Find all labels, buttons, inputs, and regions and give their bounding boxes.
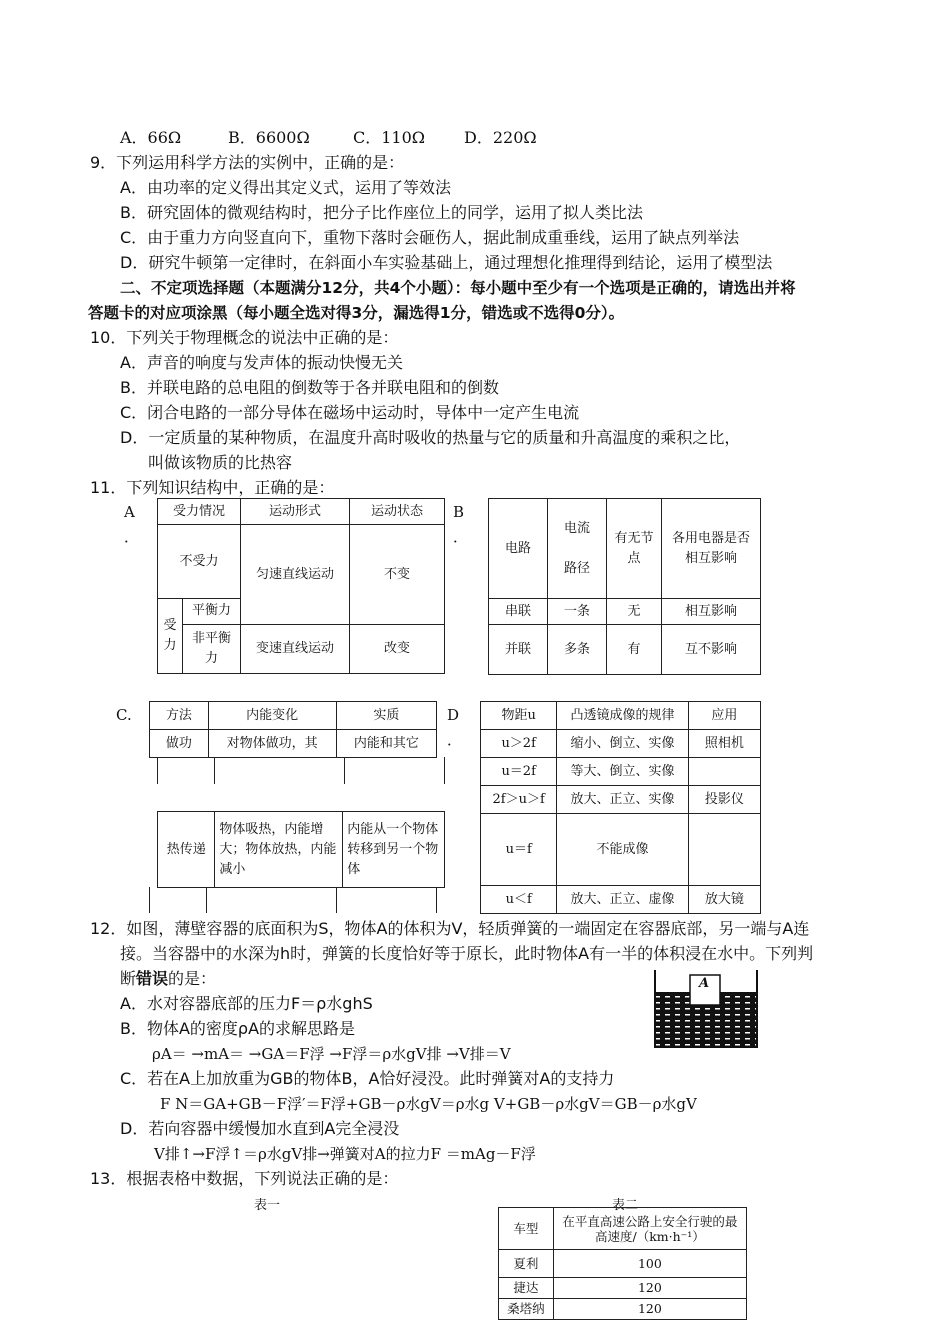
q12-line3-emphasis: 错误 (136, 969, 169, 988)
table-b-r1c1: 串联 (489, 599, 548, 625)
table-b-r1c3: 无 (607, 599, 662, 625)
table-a-r2a: 受力 (158, 598, 183, 673)
table2-cell: 120 (553, 1278, 746, 1299)
table-a-r1c2: 匀速直线运动 (241, 525, 350, 625)
q12-option-b: B．物体A的密度ρA的求解思路是 (120, 1019, 356, 1038)
q8-option-c: C．110Ω (353, 128, 426, 147)
q10-option-d: D．一定质量的某种物质，在温度升高时吸收的热量与它的质量和升高温度的乘积之比， (120, 428, 741, 447)
q12-option-a: A．水对容器底部的压力F＝ρ水ghS (120, 994, 373, 1013)
table2-cell: 桑塔纳 (499, 1299, 554, 1320)
section2-line2: 答题卡的对应项涂黑（每小题全选对得3分，漏选得1分，错选或不选得0分）。 (88, 304, 625, 322)
q13-stem: 13．根据表格中数据，下列说法正确的是： (90, 1169, 399, 1188)
table-b-h1: 电路 (489, 499, 548, 599)
table-c-stub (214, 757, 215, 784)
table-c-r2c1: 热传递 (158, 812, 215, 888)
q8-option-d: D．220Ω (464, 128, 537, 147)
table-a-r2b: 平衡力 (183, 598, 241, 624)
table-d-h1: 物距u (481, 702, 557, 730)
q10-option-d-cont: 叫做该物质的比热容 (148, 453, 293, 472)
table-c-r1c3: 内能和其它 (336, 730, 436, 758)
q11-label-d: D (447, 706, 460, 724)
q12-figure-container (654, 970, 758, 1048)
table-c-h2: 内能变化 (208, 702, 336, 730)
table-c-stub (157, 757, 158, 784)
table2-h2: 在平直高速公路上安全行驶的最高速度/（km·h⁻¹） (553, 1208, 746, 1250)
table-b-h3: 有无节点 (607, 499, 662, 599)
q12-line2: 接。当容器中的水深为h时，弹簧的长度恰好等于原长，此时物体A有一半的体积浸在水中。下列判 (120, 944, 814, 963)
table-d-cell: 照相机 (688, 730, 760, 758)
q11-label-b-dot: ． (453, 528, 469, 546)
q12-line3a: 断 (120, 969, 137, 988)
q11-label-d-dot: ． (447, 731, 463, 749)
q8-option-b: B．6600Ω (228, 128, 310, 147)
table2-h1: 车型 (499, 1208, 554, 1250)
q11-table-c-top (149, 701, 437, 758)
table-b-h2b: 路径 (563, 560, 590, 576)
q10-option-c: C．闭合电路的一部分导体在磁场中运动时，导体中一定产生电流 (120, 403, 580, 422)
q11-table-c-bottom (157, 811, 445, 888)
table-b-h2 (548, 499, 607, 599)
q11-stem: 11．下列知识结构中，正确的是： (90, 478, 335, 497)
q11-label-c: C. (116, 706, 132, 724)
table-b-r2c2: 多条 (548, 625, 607, 675)
table-a-r1c1: 不受力 (158, 525, 241, 598)
table-b-r2c1: 并联 (489, 625, 548, 675)
q11-table-b (488, 498, 761, 675)
table-d-cell: u＜f (481, 886, 557, 914)
table-d-cell (688, 814, 760, 886)
table-d-cell: 投影仪 (688, 786, 760, 814)
q9-option-d: D．研究牛顿第一定律时，在斜面小车实验基础上，通过理想化推理得到结论，运用了模型法 (120, 253, 773, 272)
table-d-cell: u＝f (481, 814, 557, 886)
table-d-cell: 放大镜 (688, 886, 760, 914)
table-d-cell: 缩小、倒立、实像 (557, 730, 688, 758)
table-d-h2: 凸透镜成像的规律 (557, 702, 688, 730)
table-c-r2c2: 物体吸热，内能增大；物体放热，内能减小 (215, 812, 343, 888)
q10-stem: 10．下列关于物理概念的说法中正确的是： (90, 328, 399, 347)
q11-table-a (157, 498, 445, 674)
q12-line1: 12．如图，薄壁容器的底面积为S，物体A的体积为V，轻质弹簧的一端固定在容器底部，另一端与A连 (90, 919, 810, 938)
table-a-r3c2: 变速直线运动 (241, 625, 350, 674)
q13-table1-caption: 表一 (254, 1198, 281, 1213)
table-d-cell: 放大、正立、实像 (557, 786, 688, 814)
table-a-h3: 运动状态 (350, 499, 445, 525)
table-b-r2c3: 有 (607, 625, 662, 675)
q9-option-c: C．由于重力方向竖直向下，重物下落时会砸伤人，据此制成重垂线，运用了缺点列举法 (120, 228, 740, 247)
table-d-cell: u＝2f (481, 758, 557, 786)
q9-option-a: A．由功率的定义得出其定义式，运用了等效法 (120, 178, 451, 197)
q12-line3 (120, 968, 216, 990)
table-b-r2c4: 互不影响 (662, 625, 761, 675)
table-b-h4: 各用电器是否相互影响 (662, 499, 761, 599)
q11-label-b: B (453, 503, 465, 521)
table-b-r1c4: 相互影响 (662, 599, 761, 625)
section2-line1: 二、不定项选择题（本题满分12分，共4个小题）：每小题中至少有一个选项是正确的，请选出并将 (120, 279, 796, 297)
q12-option-c: C．若在A上加放重为GB的物体B，A恰好浸没。此时弹簧对A的支持力 (120, 1069, 615, 1088)
q13-table2-caption: 表二 (612, 1198, 639, 1213)
q10-option-a: A．声音的响度与发声体的振动快慢无关 (120, 353, 403, 372)
table-d-cell (688, 758, 760, 786)
table-c-stub (344, 757, 345, 784)
table-c-stub (436, 887, 437, 913)
table-d-cell: 2f＞u＞f (481, 786, 557, 814)
table-d-cell: 不能成像 (557, 814, 688, 886)
q12-option-c-eq: F N＝GA+GB－F浮′＝F浮+GB－ρ水gV＝ρ水g V+GB－ρ水gV＝GB－ρ水gV (160, 1095, 697, 1113)
q12-line3c: 的是： (168, 969, 217, 988)
q13-table2 (498, 1207, 747, 1320)
table-b-h2a: 电流 (563, 520, 590, 536)
q12-option-b-path: ρA＝ →mA＝ →GA＝F浮 →F浮＝ρ水gV排 →V排＝V (152, 1045, 511, 1063)
table-c-stub (444, 757, 445, 784)
table-a-r3c3: 改变 (350, 625, 445, 674)
table-d-cell: 等大、倒立、实像 (557, 758, 688, 786)
table-a-r3b: 非平衡力 (183, 625, 241, 674)
table-c-stub (149, 887, 150, 913)
table-a-h1: 受力情况 (158, 499, 241, 525)
q12-option-d: D．若向容器中缓慢加水直到A完全浸没 (120, 1119, 400, 1138)
q10-option-b: B．并联电路的总电阻的倒数等于各并联电阻和的倒数 (120, 378, 499, 397)
table-d-cell: u＞2f (481, 730, 557, 758)
table-c-stub (206, 887, 207, 913)
q11-label-a: A (124, 503, 135, 521)
table2-cell: 捷达 (499, 1278, 554, 1299)
q11-table-d (480, 701, 761, 914)
table-c-h1: 方法 (150, 702, 209, 730)
table-c-r1c1: 做功 (150, 730, 209, 758)
table2-cell: 120 (553, 1299, 746, 1320)
q12-figure-label: A (699, 976, 710, 991)
q12-option-d-path: V排↑→F浮↑＝ρ水gV排→弹簧对A的拉力F ＝mAg－F浮 (154, 1145, 536, 1163)
table-d-h3: 应用 (688, 702, 760, 730)
table-c-r2c3: 内能从一个物体转移到另一个物体 (343, 812, 445, 888)
q11-label-a-dot: ． (124, 528, 140, 546)
q8-option-a: A．66Ω (120, 128, 182, 147)
q9-stem: 9．下列运用科学方法的实例中，正确的是： (90, 153, 405, 172)
table2-cell: 100 (553, 1250, 746, 1278)
table-b-r1c2: 一条 (548, 599, 607, 625)
table-c-stub (336, 887, 337, 913)
table2-cell: 夏利 (499, 1250, 554, 1278)
table-c-r1c2: 对物体做功，其 (208, 730, 336, 758)
table-d-cell: 放大、正立、虚像 (557, 886, 688, 914)
q9-option-b: B．研究固体的微观结构时，把分子比作座位上的同学，运用了拟人类比法 (120, 203, 643, 222)
table-a-h2: 运动形式 (241, 499, 350, 525)
table-c-h3: 实质 (336, 702, 436, 730)
table-a-r1c3: 不变 (350, 525, 445, 625)
